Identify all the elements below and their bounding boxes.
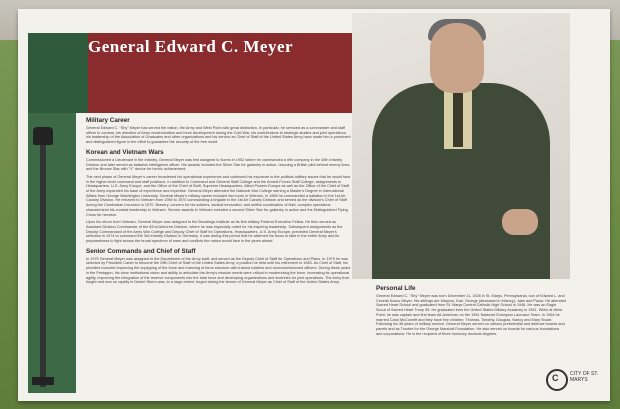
section-heading-senior-commands: Senior Commands and Chief of Staff bbox=[86, 247, 196, 255]
hand bbox=[502, 209, 538, 235]
section-heading-korean-vietnam: Korean and Vietnam Wars bbox=[86, 148, 164, 156]
personal-life-panel bbox=[376, 281, 566, 396]
title-band-green-block bbox=[28, 33, 88, 113]
career-text-column bbox=[86, 113, 351, 395]
memorial-sign bbox=[18, 9, 610, 401]
left-green-bar bbox=[28, 113, 76, 393]
lamp-head-icon bbox=[33, 127, 53, 145]
lamp-base-icon bbox=[32, 377, 54, 385]
tie bbox=[453, 93, 463, 147]
seal-mark: C bbox=[552, 373, 559, 383]
section-heading-personal-life: Personal Life bbox=[376, 285, 416, 292]
section-paragraph: Upon his return from Vietnam, General Meyer was assigned to the Brookings Institute as its first military Federal Executive Fellow. He then served as Assistant Division Commander of the 82nd Airborne Division, where he was especially noted for his inspiring leadership. Subsequent assignments as the Deputy Commandant of the Army War College and Deputy Chief of Staff for Operations, Headquarters, U.S. Army Europe, preceded General Meyer's selection in 1974 to command the 3rd Infantry Division in Germany. It was during this period that he widened his focus to take in the entire Army and its preparedness to fight across the broad spectrum of wars and conflicts the nation would face in the years ahead. bbox=[86, 220, 343, 244]
section-heading-military-career: Military Career bbox=[86, 117, 130, 124]
city-seal bbox=[546, 369, 606, 391]
face bbox=[430, 23, 484, 93]
sign-title: General Edward C. Meyer bbox=[88, 37, 294, 56]
section-paragraph: General Edward C. "Shy" Meyer was born December 11, 1928 in St. Marys, Pennsylvania, son of Edward L. and Cecelia Kosco Meyer. His siblings are Marylou, Karl, George (deceased in infancy), Jake and Paula. He attended Sacred Heart School and graduated from St. Marys Central Catholic High School in 1946. He was an Eagle Scout of Sacred Heart Troop 95. He graduated from the United States Military Academy in 1951. While at West Point, he was captain and first team All-American on the 1951 National Champion Lacrosse Team. In 1954 he married Carol McCunniff and they have five children: Thomas, Timothy, Douglas, Nancy and Mary Stuart. Following his 36 years of military service, General Meyer served on various presidential and defense boards and panels and as Trustee for the George Marshall Foundation. He also served on boards for various foundations and corporations. He is the recipient of three honorary doctoral degrees. bbox=[376, 294, 566, 336]
portrait-photo bbox=[352, 13, 570, 279]
section-paragraph: In 1975 General Meyer was assigned to the Department of the Army staff, and served as the Deputy Chief of Staff for Operations and Plans. In 1979 he was selected by President Carter to become the 29th Chief of Staff of the United States Army, a position he held until his retirement in 1983. As Chief of Staff, his priorities included improving the equipping of the force and manning of force structure with trained soldiers and noncommissioned officers. During these years in the Pentagon, his clear institutional vision and ability to articulate the Army's mission needs were critical in modernizing the force, increasing its operational agility, improving the integration of the reserve components into the total force and developing organizations and doctrines for joint operations. The Army that fought and won so rapidly in Desert Storm was, to a large extent, forged during the tenure of General Meyer as Chief of Staff of the United States Army. bbox=[86, 256, 351, 285]
section-paragraph: The next phase of General Meyer's career broadened his operational experience and continued his exposure to the political-military issues that he would face in the higher-level command and staff positions. In addition to Command and General Staff College and the Armed Forces Staff College, assignments to Headquarters, U.S. Army Europe, and the Office of the Chief of Staff, Supreme Headquarters, Allied Powers Europe as well as the Office of the Chief of Staff of the Army expanded his base of experience and expertise. General Meyer attended the National War College earning a Master's Degree in International Affairs from George Washington University. General Meyer's military career included two tours in Vietnam. In 1965 he commanded a battalion in the 1st Air Cavalry Division. He returned to Vietnam from 1969 to 1970 commanding a brigade in the 1st Air Cavalry Division and served as the division's Chief of Staff during the Cambodian Incursion in 1970. Bravery, concern for his soldiers, tactical innovation, and skillful coordination of fluid, complex operations characterized his combat leadership in Vietnam. Service awards in Vietnam included a second Silver Star for gallantry in action and the Distinguished Flying Cross for heroism. bbox=[86, 174, 351, 217]
section-paragraph: Commissioned a Lieutenant in the Infantry, General Meyer was first assigned to Korea in 1952 where he commanded a rifle company in the 40th Infantry Division and later served as battalion intelligence officer. His awards included the Silver Star for gallantry in action, rescuing a British pilot behind enemy lines, and the Bronze Star with "V" device for heroic achievement. bbox=[86, 157, 351, 172]
seal-label: CITY OF ST. MARYS bbox=[570, 371, 599, 383]
section-paragraph: General Edward C. "Shy" Meyer has served the nation, the Army and West Point with great distinction. In particular, he serviced as a commander and staff officer in combat, his direction of Army modernization and force development during the Cold War, his contributions to strategic studies and joint operations, his leadership of the Association of Graduates and other organizations and his service as Chief of Staff of the United States Army have made him a prominent and distinguished figure in the effort to guarantee the security of the free world. bbox=[86, 126, 351, 145]
lamp-post-icon bbox=[40, 137, 46, 387]
